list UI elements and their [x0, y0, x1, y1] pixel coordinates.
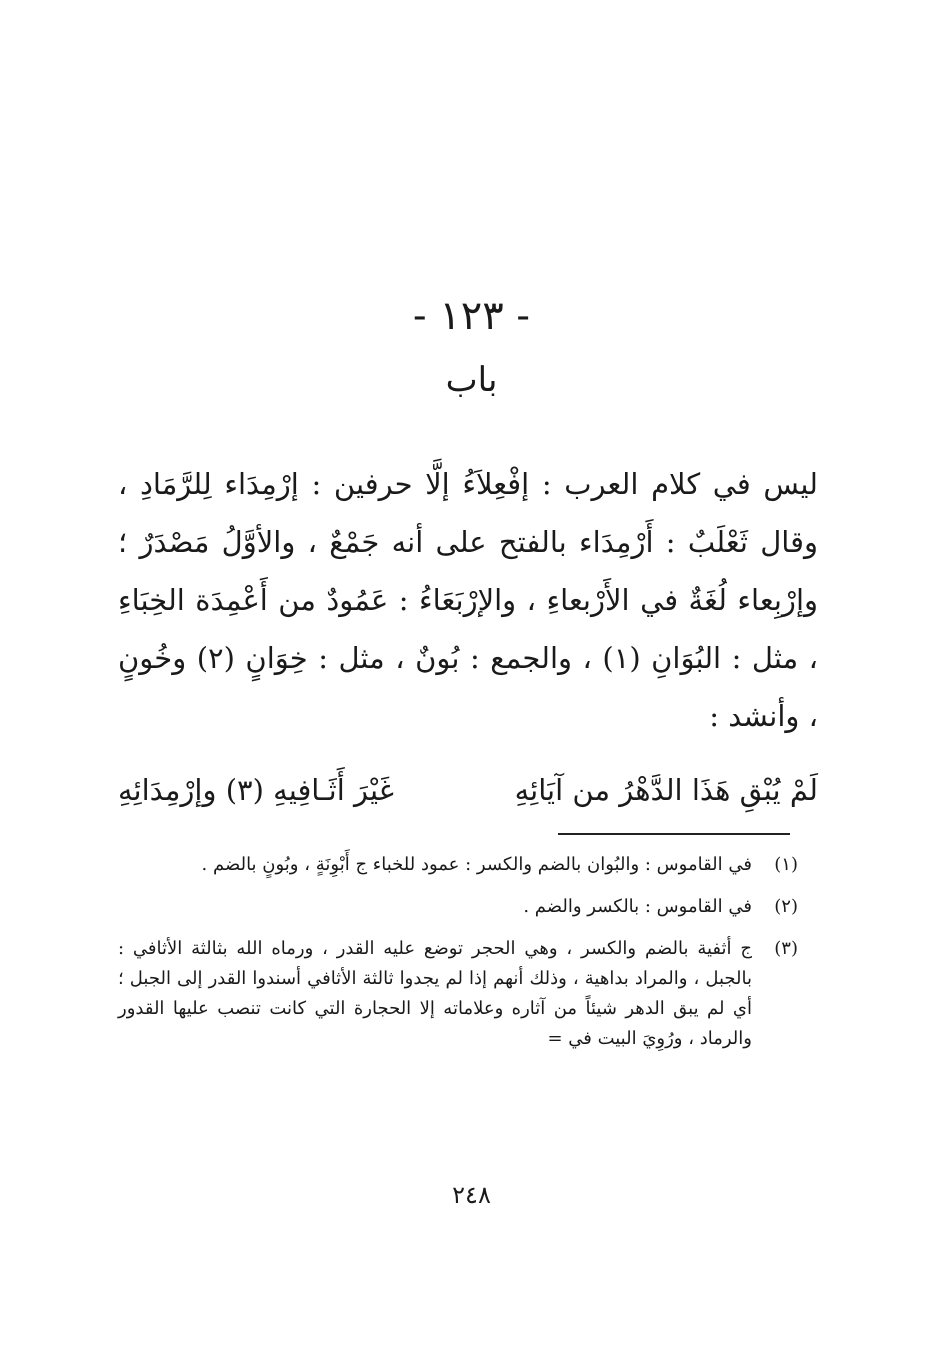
footnote-separator — [558, 833, 790, 835]
footnote-text: في القاموس : بالكسر والضم . — [523, 896, 752, 917]
footnote-item — [118, 892, 798, 922]
footnote-text: ج أثفية بالضم والكسر ، وهي الحجر توضع عليه القدر ، ورماه الله بثالثة الأثافي : بالجبل ، والمراد بداهية ، وذلك أنهم إذا لم يجدوا ثالثة الأثافي أسندوا القدر إلى الجبل ؛ أي لم يبق الدهر شيئاً من آثاره وعلاماته إلا الحجارة التي كانت تنصب عليها القدور والرماد ، ورُوِيَ البيت في = — [118, 938, 752, 1049]
footnote-item — [118, 934, 798, 1054]
verse-first-hemistich: لَمْ يُبْقِ هَذَا الدَّهْرُ من آيَائِهِ — [514, 773, 818, 807]
poetry-verse — [118, 762, 818, 818]
verse-second-hemistich: غَيْرَ أَثَـافِيهِ (٣) وإرْمِدَائِهِ — [118, 773, 394, 807]
section-number: - ١٢٣ - — [413, 293, 530, 339]
footnote-text: في القاموس : والبُوان بالضم والكسر : عمود للخباء ج أَبْوِنَةٍ ، وبُونٍ بالضم . — [201, 854, 752, 875]
page-number: ٢٤٨ — [452, 1181, 491, 1209]
footnote-item — [118, 850, 798, 880]
footnote-number: (٢) — [774, 896, 798, 917]
footnotes — [118, 850, 798, 1066]
chapter-title: باب — [445, 360, 498, 400]
footnote-number: (٣) — [774, 938, 798, 959]
main-text — [118, 455, 818, 745]
body-paragraph: ليس في كلام العرب : إفْعِلاَءُ إلَّا حرفين : إرْمِدَاء لِلرَّمَادِ ، وقال ثَعْلَبٌ : أَرْمِدَاء بالفتح على أنه جَمْعٌ ، والأوَّلُ مَصْدَرٌ ؛ وإرْبِعاء لُغَةٌ في الأَرْبعاءِ ، والإرْبَعَاءُ : عَمُودٌ من أَعْمِدَة الخِبَاءِ ، مثل : البُوَانِ (١) ، والجمع : بُونٌ ، مثل : خِوَانٍ (٢) وخُونٍ ، وأنشد : — [118, 467, 819, 733]
footnote-number: (١) — [774, 854, 798, 875]
